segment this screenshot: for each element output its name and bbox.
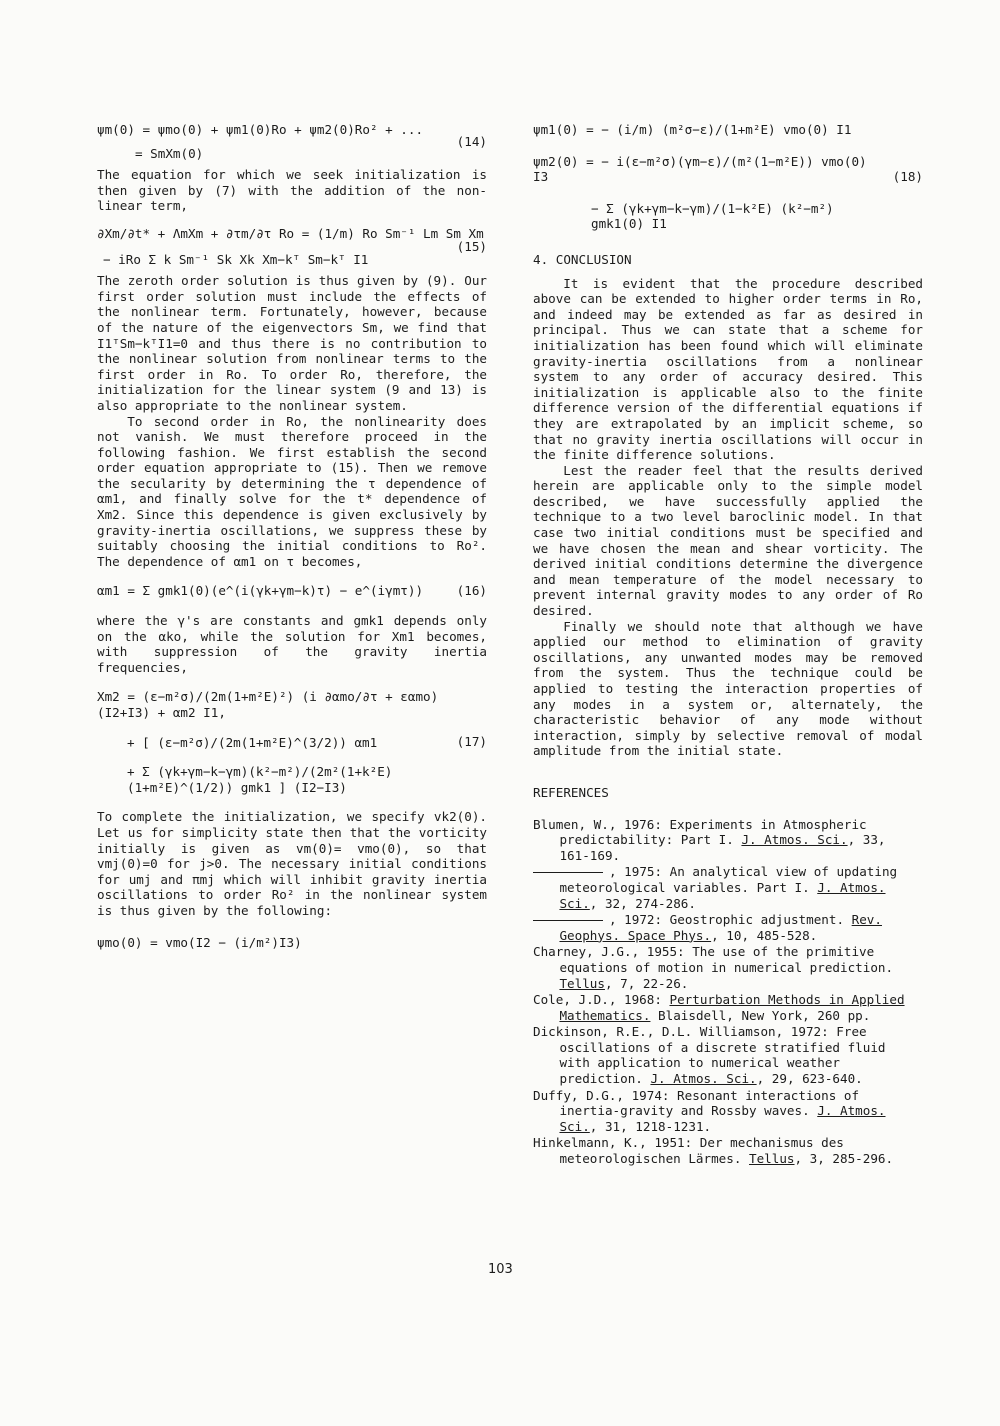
equation-17 xyxy=(97,689,487,795)
reference-text: Hinkelmann, K., 1951: Der mechanismus des meteorologischen Lärmes. xyxy=(533,1135,844,1167)
reference-journal: Tellus xyxy=(559,975,605,991)
reference-text: Cole, J.D., 1968: xyxy=(533,992,670,1008)
equation-15-line-1: ∂Xm/∂t* + ΛmXm + ∂τm/∂τ Ro = (1/m) Ro Sm⁻¹ Lm Sm Xm xyxy=(97,225,484,241)
reference-item xyxy=(533,1024,923,1086)
paragraph-conclusion-1: It is evident that the procedure described above can be extended to higher order terms in Ro, and indeed may be extended as far as desired in principal. Thus we can state that a scheme for initialization has been found which will eliminate gravity-inertia oscillations from a nonlinear system to any order of accuracy desired. This initialization is applicable also to the finite difference version of the differential equations if they are extrapolated by an implicit scheme, so that no gravity inertia oscillations will occur in the finite difference solutions. xyxy=(533,275,923,463)
equation-psi-mo xyxy=(97,935,487,951)
reference-journal: Tellus xyxy=(749,1151,795,1167)
section-heading-conclusion: 4. CONCLUSION xyxy=(533,251,632,267)
reference-text: Duffy, D.G., 1974: Resonant interactions of inertia-gravity and Rossby waves. xyxy=(533,1087,860,1119)
paragraph-conclusion-2: Lest the reader feel that the results derived herein are applicable only to the simple model described, we have successfully applied the technique to a two level baroclinic model. In that case two initial conditions must be specified and we have chosen the mean and shear vorticity. The derived initial conditions determine the divergence and mean temperature of the model necessary to prevent internal gravity modes to any order of Ro desired. xyxy=(533,462,923,619)
reference-text: Blumen, W., 1976: Experiments in Atmospheric predictability: Part I. xyxy=(533,816,867,848)
equation-18-line-1: ψm1(0) = − (i/m) (m²σ−ε)/(1+m²E) vmo(0) I1 xyxy=(533,122,852,137)
paragraph-initialization-intro: The equation for which we seek initialization is then given by (7) with the addition of the non-linear term, xyxy=(97,167,487,214)
equation-18-line-2: ψm2(0) = − i(ε−m²σ)(γm−ε)/(m²(1−m²E)) vmo(0) I3 xyxy=(533,153,867,185)
equation-18-line-3: − Σ (γk+γm−k−γm)/(1−k²E) (k²−m²) gmk1(0) I1 xyxy=(591,200,834,232)
reference-details: , 3, 285-296. xyxy=(794,1151,894,1167)
reference-journal: Perturbation Methods in Applied Mathematics. xyxy=(559,992,905,1023)
equation-17-line-1: Xm2 = (ε−m²σ)/(2m(1+m²E)²) (i ∂αmo/∂τ + εαmo)(I2+I3) + αm2 I1, xyxy=(97,689,439,720)
references-heading: REFERENCES xyxy=(533,784,609,800)
equation-16-body: αm1 = Σ gmk1(0)(e^(i(γk+γm−k)τ) − e^(iγmτ)) xyxy=(97,583,424,599)
reference-details: , 32, 274-286. xyxy=(589,895,696,911)
equation-psi-mo-body: ψmo(0) = vmo(I2 − (i/m²)I3) xyxy=(97,934,302,950)
repeated-author-rule xyxy=(533,872,603,873)
reference-journal: Rev. Geophys. Space Phys. xyxy=(559,912,882,943)
reference-item xyxy=(533,944,923,991)
reference-journal: J. Atmos. Sci. xyxy=(559,879,886,911)
reference-item xyxy=(533,817,923,864)
equation-17-number: (17) xyxy=(456,734,487,750)
reference-details: , 31, 1218-1231. xyxy=(589,1118,712,1134)
reference-item xyxy=(533,864,923,911)
reference-journal: J. Atmos. Sci. xyxy=(559,1103,886,1134)
repeated-author-rule xyxy=(533,920,603,921)
equation-14-line-2: = SmXm(0) xyxy=(135,145,204,161)
equation-18-number: (18) xyxy=(892,169,923,185)
reference-item xyxy=(533,912,923,943)
equation-15-number: (15) xyxy=(456,238,487,254)
reference-text: Charney, J.G., 1955: The use of the primitive equations of motion in numerical prediction. xyxy=(533,944,894,975)
equation-17-line-3: + Σ (γk+γm−k−γm)(k²−m²)/(2m²(1+k²E)(1+m²E)^(1/2)) gmk1 ] (I2−I3) xyxy=(127,764,393,795)
reference-text: , 1972: Geostrophic adjustment. xyxy=(609,912,852,928)
reference-details: , 10, 485-528. xyxy=(711,927,818,943)
equation-14-line-1: ψm(0) = ψmo(0) + ψm1(0)Ro + ψm2(0)Ro² + ... xyxy=(97,122,424,137)
page-number: 103 xyxy=(488,1262,513,1277)
reference-journal: J. Atmos. Sci. xyxy=(650,1071,757,1087)
reference-details: , 7, 22-26. xyxy=(604,975,689,991)
reference-details: Blaisdell, New York, 260 pp. xyxy=(650,1007,871,1023)
references-list xyxy=(533,817,923,1167)
equation-17-line-2: + [ (ε−m²σ)/(2m(1+m²E)^(3/2)) αm1 xyxy=(127,734,378,750)
reference-journal: J. Atmos. Sci. xyxy=(741,832,848,848)
paragraph-complete-initialization: To complete the initialization, we specify vk2(0). Let us for simplicity state then that the vorticity initially is given as vm(0)= vmo(0), so that vmj(0)=0 for j>0. The necessary initial conditions for umj and πmj which will inhibit gravity inertia oscillations to order Ro² in the nonlinear system is thus given by the following: xyxy=(97,809,487,918)
paragraph-second-order: To second order in Ro, the nonlinearity does not vanish. We must therefore proceed in the following fashion. We first establish the second order equation appropriate to (15). Then we remove the secularity by determining the τ dependence of αm1, and finally solve for the t* dependence of Xm2. Since this dependence is given exclusively by gravity-inertia oscillations, we suppress these by suitably choosing the initial conditions to Ro². The dependence of αm1 on τ becomes, xyxy=(97,413,487,569)
reference-details: , 33, 161-169. xyxy=(559,832,886,863)
equation-18 xyxy=(533,122,923,232)
equation-15-line-2: − iRo Σ k Sm⁻¹ Sk Xk Xm−kᵀ Sm−kᵀ I1 xyxy=(103,251,369,267)
reference-text: Dickinson, R.E., D.L. Williamson, 1972: Free oscillations of a discrete stratified fluid with application to numerical weather prediction. xyxy=(533,1024,886,1087)
paragraph-conclusion-3: Finally we should note that although we have applied our method to elimination of gravity oscillations, any unwanted modes may be removed from the system. Thus the technique could be applied to testing the interaction properties of any modes in a system or, alternately, the characteristic behavior of any mode without interaction, simply by selective removal of modal amplitude from the initial state. xyxy=(533,618,923,759)
left-column xyxy=(97,118,487,954)
paragraph-zeroth-order: The zeroth order solution is thus given by (9). Our first order solution must include the effects of the nonlinear term. Fortunately, however, because of the nature of the eigenvectors Sm, we find that I1ᵀSm−kᵀI1=0 and thus there is no contribution to the nonlinear solution from nonlinear terms to the first order in Ro. To order Ro, therefore, the initialization for the linear system (9 and 13) is also appropriate to the nonlinear system. xyxy=(97,273,487,413)
paragraph-gamma-constants: where the γ's are constants and gmk1 depends only on the αko, while the solution for Xm1 becomes, with suppression of the gravity inertia frequencies, xyxy=(97,613,487,675)
reference-item xyxy=(533,1088,923,1135)
equation-14-number: (14) xyxy=(456,133,487,149)
reference-details: , 29, 623-640. xyxy=(756,1071,863,1087)
equation-15 xyxy=(97,226,487,267)
reference-item xyxy=(533,1135,923,1166)
reference-text: , 1975: An analytical view of updating meteorological variables. Part I. xyxy=(559,864,898,895)
equation-16-number: (16) xyxy=(456,583,487,599)
reference-item xyxy=(533,992,923,1023)
right-column xyxy=(533,118,923,1168)
equation-14 xyxy=(97,122,487,161)
equation-16 xyxy=(97,583,487,599)
